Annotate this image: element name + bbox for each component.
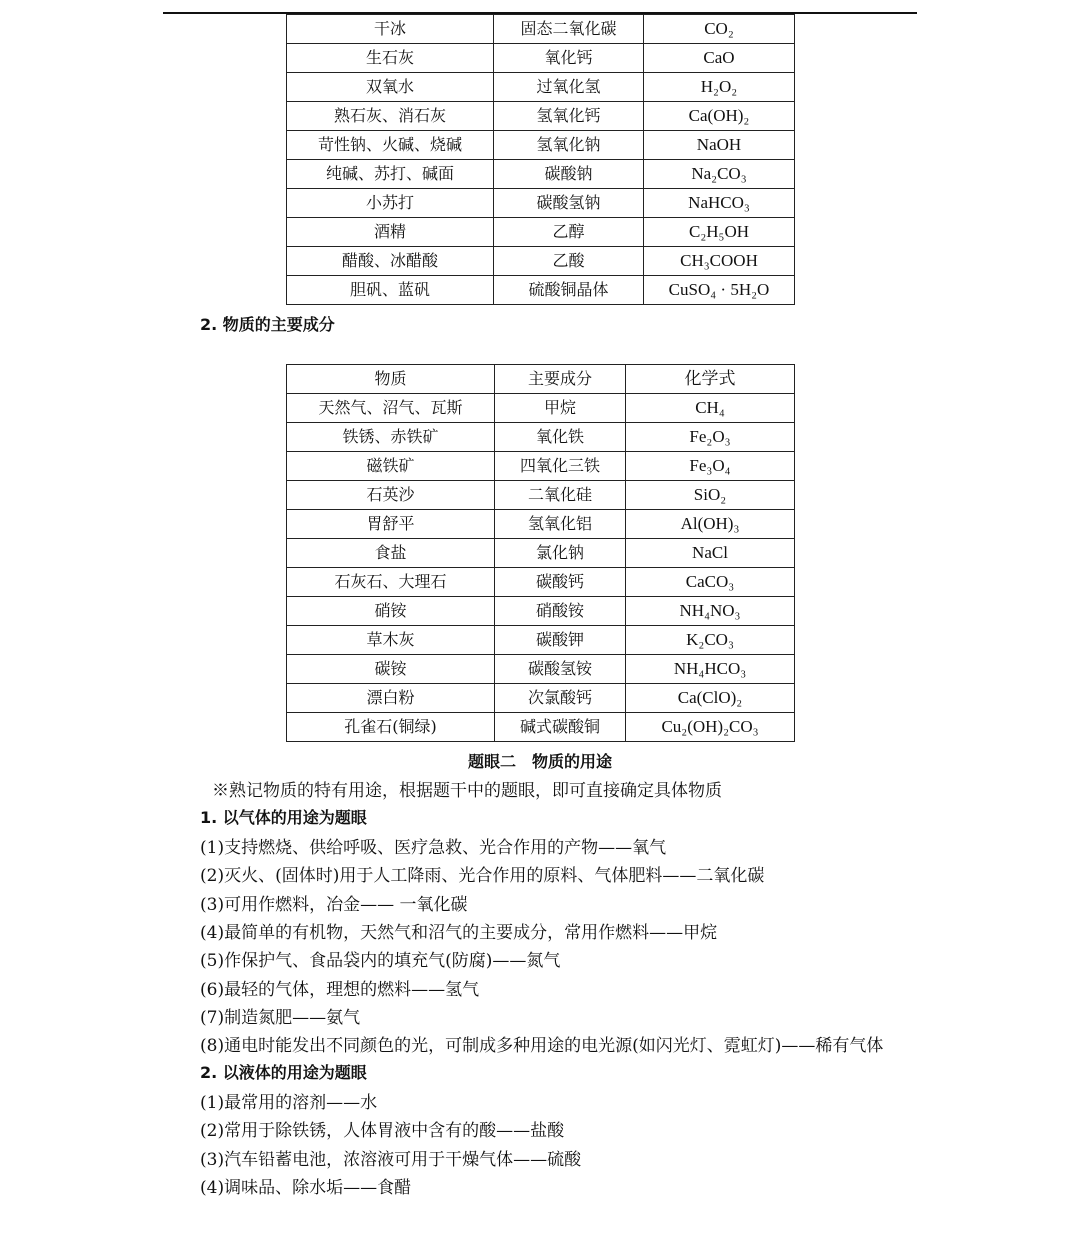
component-cell: 乙酸	[494, 247, 644, 276]
common-name-cell: 石灰石、大理石	[287, 568, 495, 597]
main-components-table	[286, 364, 795, 742]
common-name-cell: 漂白粉	[287, 684, 495, 713]
component-cell: 氢氧化铝	[495, 510, 626, 539]
formula-cell: 化学式	[626, 365, 795, 394]
table-row	[287, 510, 795, 539]
table-row	[287, 684, 795, 713]
common-name-cell: 干冰	[287, 15, 494, 44]
component-cell: 碳酸钠	[494, 160, 644, 189]
component-cell: 次氯酸钙	[495, 684, 626, 713]
component-cell: 甲烷	[495, 394, 626, 423]
list-item: (2)灭火、(固体时)用于人工降雨、光合作用的原料、气体肥料——二氧化碳	[200, 866, 765, 887]
common-name-cell: 胆矾、蓝矾	[287, 276, 494, 305]
formula-cell: CH₃COOH	[644, 247, 795, 276]
component-cell: 固态二氧化碳	[494, 15, 644, 44]
common-name-cell: 孔雀石(铜绿)	[287, 713, 495, 742]
component-cell: 碱式碳酸铜	[495, 713, 626, 742]
list-item: (4)最简单的有机物，天然气和沼气的主要成分，常用作燃料——甲烷	[200, 922, 718, 943]
common-name-cell: 胃舒平	[287, 510, 495, 539]
formula-cell: CH₄	[626, 394, 795, 423]
common-names-table	[286, 14, 795, 305]
common-name-cell: 石英沙	[287, 481, 495, 510]
formula-cell: H₂O₂	[644, 73, 795, 102]
formula-cell: Cu₂(OH)₂CO₃	[626, 713, 795, 742]
component-cell: 四氧化三铁	[495, 452, 626, 481]
formula-cell: NH₄HCO₃	[626, 655, 795, 684]
formula-cell: CuSO₄ · 5H₂O	[644, 276, 795, 305]
formula-cell: NaOH	[644, 131, 795, 160]
component-cell: 过氧化氢	[494, 73, 644, 102]
liquid-uses-heading: 2. 以液体的用途为题眼	[200, 1063, 367, 1082]
component-cell: 碳酸钙	[495, 568, 626, 597]
formula-cell: Fe₂O₃	[626, 423, 795, 452]
common-name-cell: 铁锈、赤铁矿	[287, 423, 495, 452]
component-cell: 氢氧化钠	[494, 131, 644, 160]
formula-cell: Al(OH)₃	[626, 510, 795, 539]
list-item: (1)最常用的溶剂——水	[200, 1093, 378, 1113]
table-row	[287, 423, 795, 452]
formula-cell: NH₄NO₃	[626, 597, 795, 626]
formula-cell: Ca(OH)₂	[644, 102, 795, 131]
section-heading-main-components: 2. 物质的主要成分	[200, 315, 335, 334]
list-item: (3)汽车铅蓄电池，浓溶液可用于干燥气体——硫酸	[200, 1149, 582, 1170]
common-name-cell: 天然气、沼气、瓦斯	[287, 394, 495, 423]
table-row	[287, 189, 795, 218]
table-row	[287, 44, 795, 73]
component-cell: 碳酸氢钠	[494, 189, 644, 218]
common-name-cell: 酒精	[287, 218, 494, 247]
formula-cell: CaCO₃	[626, 568, 795, 597]
formula-cell: Ca(ClO)₂	[626, 684, 795, 713]
table-row	[287, 539, 795, 568]
table-row	[287, 481, 795, 510]
common-name-cell: 苛性钠、火碱、烧碱	[287, 131, 494, 160]
common-name-cell: 草木灰	[287, 626, 495, 655]
table-row	[287, 394, 795, 423]
table-row	[287, 713, 795, 742]
table-row	[287, 626, 795, 655]
component-cell: 乙醇	[494, 218, 644, 247]
formula-cell: CaO	[644, 44, 795, 73]
common-name-cell: 双氧水	[287, 73, 494, 102]
gas-uses-heading: 1. 以气体的用途为题眼	[200, 808, 367, 827]
formula-cell: K₂CO₃	[626, 626, 795, 655]
table-row	[287, 365, 795, 394]
common-name-cell: 醋酸、冰醋酸	[287, 247, 494, 276]
table-row	[287, 655, 795, 684]
section-title-uses: 题眼二 物质的用途	[467, 752, 612, 771]
formula-cell: NaHCO₃	[644, 189, 795, 218]
common-name-cell: 纯碱、苏打、碱面	[287, 160, 494, 189]
table-row	[287, 597, 795, 626]
component-cell: 碳酸氢铵	[495, 655, 626, 684]
list-item: (4)调味品、除水垢——食醋	[200, 1177, 412, 1198]
table-row	[287, 276, 795, 305]
table-row	[287, 73, 795, 102]
table-row	[287, 452, 795, 481]
formula-cell: CO₂	[644, 15, 795, 44]
common-name-cell: 磁铁矿	[287, 452, 495, 481]
component-cell: 碳酸钾	[495, 626, 626, 655]
component-cell: 氧化钙	[494, 44, 644, 73]
list-item: (1)支持燃烧、供给呼吸、医疗急救、光合作用的产物——氧气	[200, 838, 667, 858]
table-row	[287, 131, 795, 160]
table-row	[287, 568, 795, 597]
component-cell: 氧化铁	[495, 423, 626, 452]
list-item: (6)最轻的气体，理想的燃料——氢气	[200, 979, 480, 1000]
list-item: (2)常用于除铁锈，人体胃液中含有的酸——盐酸	[200, 1121, 565, 1142]
component-cell: 二氧化硅	[495, 481, 626, 510]
common-name-cell: 生石灰	[287, 44, 494, 73]
common-name-cell: 小苏打	[287, 189, 494, 218]
common-name-cell: 熟石灰、消石灰	[287, 102, 494, 131]
component-cell: 氯化钠	[495, 539, 626, 568]
formula-cell: Na₂CO₃	[644, 160, 795, 189]
list-item: (8)通电时能发出不同颜色的光，可制成多种用途的电光源(如闪光灯、霓虹灯)——稀有气体	[200, 1036, 884, 1057]
list-item: (5)作保护气、食品袋内的填充气(防腐)——氮气	[200, 951, 561, 972]
formula-cell: C₂H₅OH	[644, 218, 795, 247]
component-cell: 氢氧化钙	[494, 102, 644, 131]
formula-cell: Fe₃O₄	[626, 452, 795, 481]
table-row	[287, 102, 795, 131]
common-name-cell: 物质	[287, 365, 495, 394]
formula-cell: NaCl	[626, 539, 795, 568]
list-item: (3)可用作燃料，冶金—— 一氧化碳	[200, 894, 468, 915]
component-cell: 硫酸铜晶体	[494, 276, 644, 305]
formula-cell: SiO₂	[626, 481, 795, 510]
common-name-cell: 硝铵	[287, 597, 495, 626]
component-cell: 硝酸铵	[495, 597, 626, 626]
component-cell: 主要成分	[495, 365, 626, 394]
list-item: (7)制造氮肥——氨气	[200, 1007, 361, 1028]
table-row	[287, 15, 795, 44]
table-row	[287, 218, 795, 247]
note-text: ※熟记物质的特有用途，根据题干中的题眼，即可直接确定具体物质	[212, 781, 722, 801]
common-name-cell: 碳铵	[287, 655, 495, 684]
common-name-cell: 食盐	[287, 539, 495, 568]
table-row	[287, 247, 795, 276]
table-row	[287, 160, 795, 189]
